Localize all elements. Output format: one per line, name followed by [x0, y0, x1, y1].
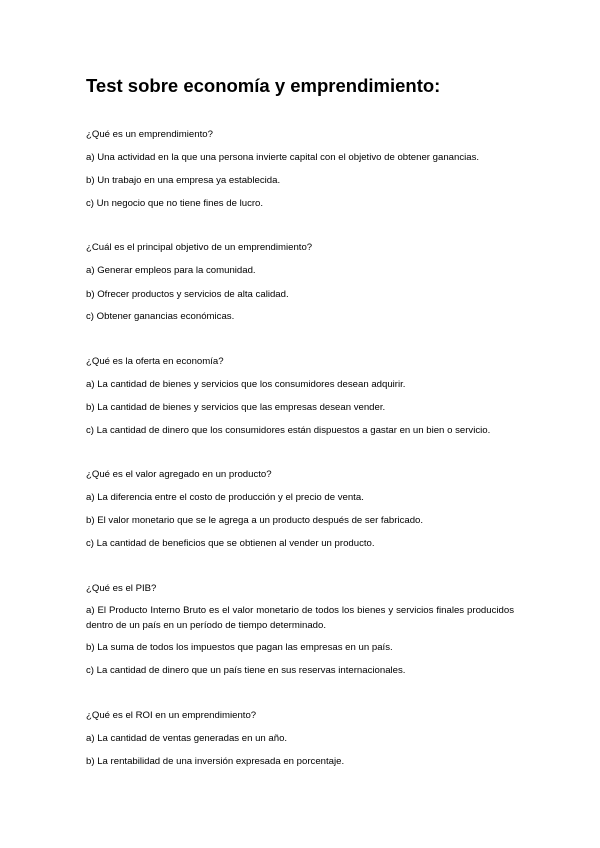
question-2-option-b: b) Ofrecer productos y servicios de alta calidad.: [86, 289, 289, 300]
question-3-text: ¿Qué es la oferta en economía?: [86, 356, 224, 367]
question-1-text: ¿Qué es un emprendimiento?: [86, 129, 213, 140]
question-2-option-a: a) Generar empleos para la comunidad.: [86, 265, 256, 276]
question-6-option-a: a) La cantidad de ventas generadas en un año.: [86, 733, 288, 744]
question-3-option-c: c) La cantidad de dinero que los consumidores están dispuestos a gastar en un bien o servicio.: [86, 425, 491, 436]
question-1-option-a: a) Una actividad en la que una persona invierte capital con el objetivo de obtener ganancias.: [86, 152, 480, 163]
question-5-option-c: c) La cantidad de dinero que un país tiene en sus reservas internacionales.: [86, 665, 406, 676]
question-4-text: ¿Qué es el valor agregado en un producto?: [86, 469, 272, 480]
question-5-option-a: a) El Producto Interno Bruto es el valor monetario de todos los bienes y servicios finales producidos dentro de un país en un período de tiempo determinado.: [86, 605, 514, 631]
question-3-option-b: b) La cantidad de bienes y servicios que las empresas desean vender.: [86, 402, 386, 413]
question-3-option-a: a) La cantidad de bienes y servicios que los consumidores desean adquirir.: [86, 379, 406, 390]
question-2-text: ¿Cuál es el principal objetivo de un emprendimiento?: [86, 242, 313, 253]
question-1-option-b: b) Un trabajo en una empresa ya establecida.: [86, 175, 281, 186]
question-4-option-a: a) La diferencia entre el costo de producción y el precio de venta.: [86, 492, 364, 503]
question-5-text: ¿Qué es el PIB?: [86, 583, 157, 594]
question-2-option-c: c) Obtener ganancias económicas.: [86, 311, 235, 322]
question-4-option-c: c) La cantidad de beneficios que se obtienen al vender un producto.: [86, 538, 375, 549]
question-6-option-b: b) La rentabilidad de una inversión expresada en porcentaje.: [86, 756, 345, 767]
question-1-option-c: c) Un negocio que no tiene fines de lucro.: [86, 198, 264, 209]
question-4-option-b: b) El valor monetario que se le agrega a un producto después de ser fabricado.: [86, 515, 424, 526]
question-5-option-b: b) La suma de todos los impuestos que pagan las empresas en un país.: [86, 642, 393, 653]
page-title: Test sobre economía y emprendimiento:: [86, 75, 441, 96]
question-6-text: ¿Qué es el ROI en un emprendimiento?: [86, 710, 257, 721]
